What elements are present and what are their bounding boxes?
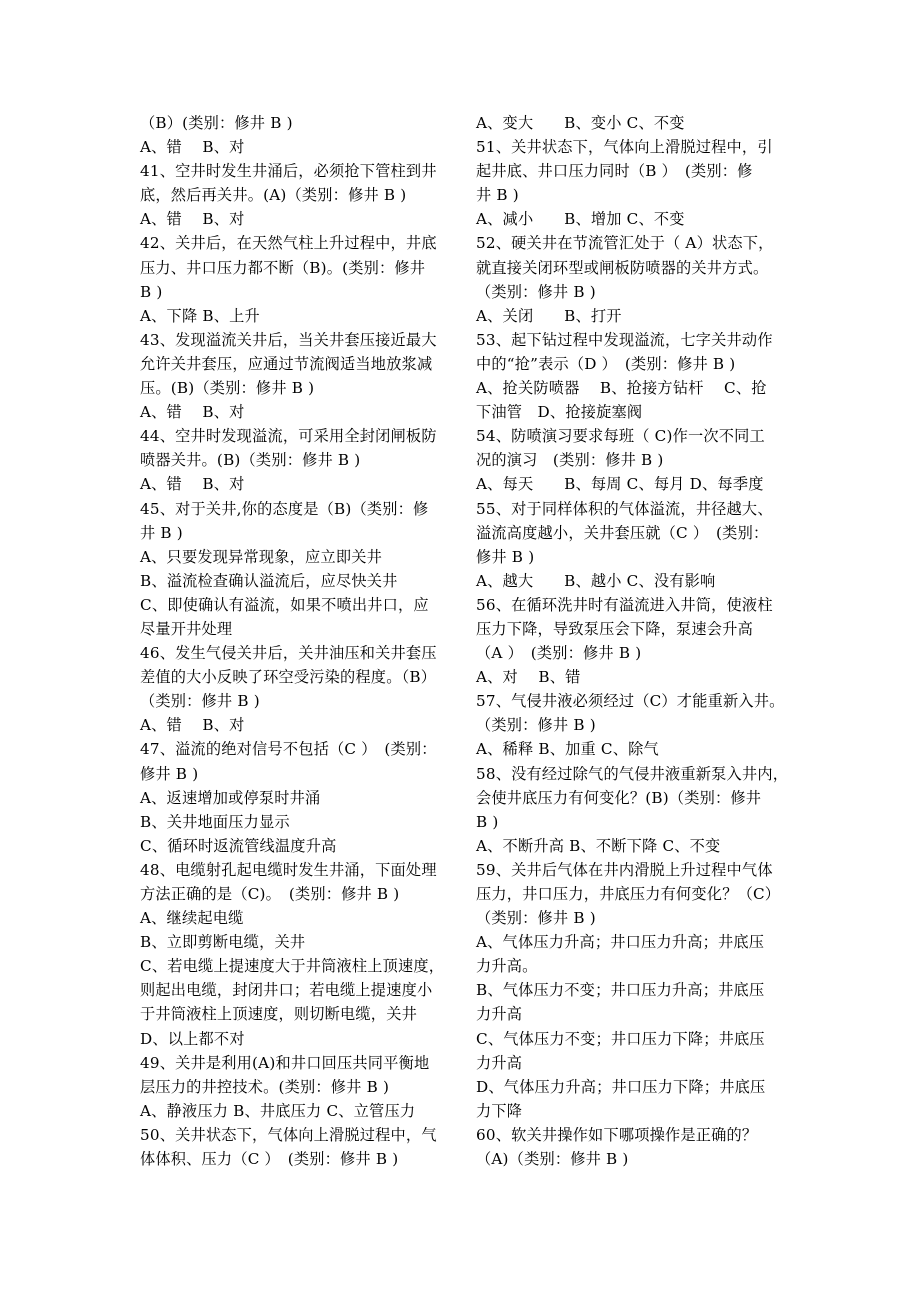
text-line: 力升高 (476, 1005, 523, 1024)
text-line: A、稀释 B、加重 C、除气 (476, 740, 659, 759)
text-line: A、关闭 B、打开 (476, 306, 622, 325)
text-line: 井 B ) (476, 186, 519, 205)
text-line: 55、对于同样体积的气体溢流，井径越大、 (476, 499, 773, 518)
text-line: B、立即剪断电缆，关井 (140, 933, 306, 952)
text-line: 41、空井时发生井涌后，必须抢下管柱到井 (140, 162, 437, 181)
text-line: 井 B ) (140, 523, 183, 542)
text-line: 下油管 D、抢接旋塞阀 (476, 403, 643, 422)
text-line: 51、关井状态下，气体向上滑脱过程中，引 (476, 138, 773, 157)
text-line: 中的“抢”表示（D ） (类别：修井 B ) (476, 354, 736, 373)
text-line: （类别：修井 B ) (476, 282, 596, 301)
text-line: 力升高 (476, 1053, 523, 1072)
text-line: 压力下降，导致泵压会下降，泵速会升高 (476, 619, 753, 638)
text-line: 力升高。 (476, 957, 538, 976)
text-line: 方法正确的是（C)。 (类别：修井 B ) (140, 885, 400, 903)
text-line: A、返速增加或停泵时井涌 (140, 788, 321, 807)
text-line: 50、关井状态下，气体向上滑脱过程中，气 (140, 1125, 437, 1144)
text-line: 层压力的井控技术。(类别：修井 B ) (140, 1077, 390, 1096)
text-line: D、气体压力升高；井口压力下降；井底压 (476, 1077, 766, 1096)
text-line: （类别：修井 B ) (476, 909, 596, 928)
text-line: B ) (476, 812, 499, 831)
text-line: 42、关井后，在天然气柱上升过程中，井底 (140, 234, 437, 253)
left-column (140, 111, 458, 1171)
text-line: A、错 B、对 (140, 138, 245, 157)
text-line: C、循环时返流管线温度升高 (140, 836, 337, 855)
text-line: 60、软关井操作如下哪项操作是正确的？ (476, 1125, 758, 1144)
text-line: C、若电缆上提速度大于井筒液柱上顶速度， (140, 957, 445, 976)
text-line: 允许关井套压，应通过节流阀适当地放浆减 (140, 354, 433, 373)
text-line: 修井 B ) (476, 547, 535, 566)
text-line: D、以上都不对 (140, 1029, 245, 1048)
text-line: A、下降 B、上升 (140, 306, 260, 325)
text-line: A、每天 B、每周 C、每月 D、每季度 (476, 475, 764, 494)
text-line: A、气体压力升高；井口压力升高；井底压 (476, 933, 765, 952)
text-line: A、静液压力 B、井底压力 C、立管压力 (140, 1101, 416, 1120)
text-line: 溢流高度越小，关井套压就（C ） (类别： (476, 523, 769, 542)
text-line: 压。(B)（类别：修井 B ) (140, 379, 315, 398)
text-line: 修井 B ) (140, 764, 199, 783)
text-line: 58、没有经过除气的气侵井液重新泵入井内， (476, 764, 789, 783)
text-line: 52、硬关井在节流管汇处于（ A）状态下， (476, 234, 774, 253)
text-line: 差值的大小反映了环空受污染的程度。（B） (140, 668, 437, 687)
text-line: 44、空井时发现溢流，可采用全封闭闸板防 (140, 427, 437, 446)
text-line: （A ） (类别：修井 B ) (476, 644, 642, 663)
text-line: B、溢流检查确认溢流后，应尽快关井 (140, 571, 398, 590)
text-line: B、关井地面压力显示 (140, 812, 290, 831)
text-line: （类别：修井 B ) (476, 716, 596, 735)
text-line: 54、防喷演习要求每班（ C)作一次不同工 (476, 427, 765, 446)
text-line: （B）(类别：修井 B ) (140, 114, 293, 132)
text-line: 会使井底压力有何变化？(B)（类别：修井 (476, 788, 762, 807)
text-line: 力下降 (476, 1101, 523, 1120)
text-line: 况的演习 (类别：修井 B ) (476, 451, 664, 470)
text-line: A、减小 B、增加 C、不变 (476, 210, 685, 229)
text-line: A、错 B、对 (140, 475, 245, 494)
text-line: C、即使确认有溢流，如果不喷出井口，应 (140, 595, 429, 614)
text-line: 49、关井是利用(A)和井口回压共同平衡地 (140, 1053, 430, 1072)
text-line: 57、气侵井液必须经过（C）才能重新入井。 (476, 692, 785, 711)
text-line: A、抢关防喷器 B、抢接方钻杆 C、抢 (476, 379, 767, 398)
text-line: A、不断升高 B、不断下降 C、不变 (476, 836, 721, 855)
text-line: 底，然后再关井。(A)（类别：修井 B ) (140, 186, 407, 205)
text-line: 就直接关闭环型或闸板防喷器的关井方式。 (476, 258, 769, 277)
text-line: 压力、井口压力都不断（B)。(类别：修井 (140, 258, 426, 277)
text-line: 起井底、井口压力同时（B ） (类别：修 (476, 162, 753, 181)
text-line: A、对 B、错 (476, 668, 581, 687)
text-line: 体体积、压力（C ） (类别：修井 B ) (140, 1150, 399, 1169)
text-line: A、只要发现异常现象，应立即关井 (140, 547, 382, 566)
text-line: 56、在循环洗井时有溢流进入井筒，使液柱 (476, 595, 773, 614)
text-line: （A)（类别：修井 B ) (476, 1150, 629, 1169)
text-line: B、气体压力不变；井口压力升高；井底压 (476, 981, 765, 1000)
text-line: A、错 B、对 (140, 716, 245, 735)
text-line: 46、发生气侵关井后，关井油压和关井套压 (140, 644, 437, 663)
text-line: 于井筒液柱上顶速度，则切断电缆，关井 (140, 1005, 417, 1024)
text-line: 压力，井口压力，井底压力有何变化？（C） (476, 885, 781, 903)
text-line: 45、对于关井,你的态度是（B)（类别：修 (140, 499, 429, 518)
text-line: 喷器关井。(B)（类别：修井 B ) (140, 451, 361, 470)
text-line: 53、起下钻过程中发现溢流，七字关井动作 (476, 330, 773, 349)
text-line: 48、电缆射孔起电缆时发生井涌，下面处理 (140, 860, 437, 879)
text-line: A、越大 B、越小 C、没有影响 (476, 571, 716, 590)
text-line: 尽量开井处理 (140, 619, 233, 638)
text-line: 59、关井后气体在井内滑脱上升过程中气体 (476, 860, 773, 879)
text-line: 43、发现溢流关井后，当关井套压接近最大 (140, 330, 437, 349)
text-line: A、继续起电缆 (140, 909, 244, 928)
text-line: B ) (140, 282, 163, 301)
text-line: A、错 B、对 (140, 210, 245, 229)
text-line: （类别：修井 B ) (140, 692, 260, 711)
text-line: A、变大 B、变小 C、不变 (476, 114, 685, 132)
text-line: C、气体压力不变；井口压力下降；井底压 (476, 1029, 765, 1048)
text-line: 则起出电缆，封闭井口；若电缆上提速度小 (140, 981, 433, 1000)
right-column (476, 111, 794, 1171)
text-line: 47、溢流的绝对信号不包括（C ） (类别： (140, 740, 437, 759)
text-line: A、错 B、对 (140, 403, 245, 422)
